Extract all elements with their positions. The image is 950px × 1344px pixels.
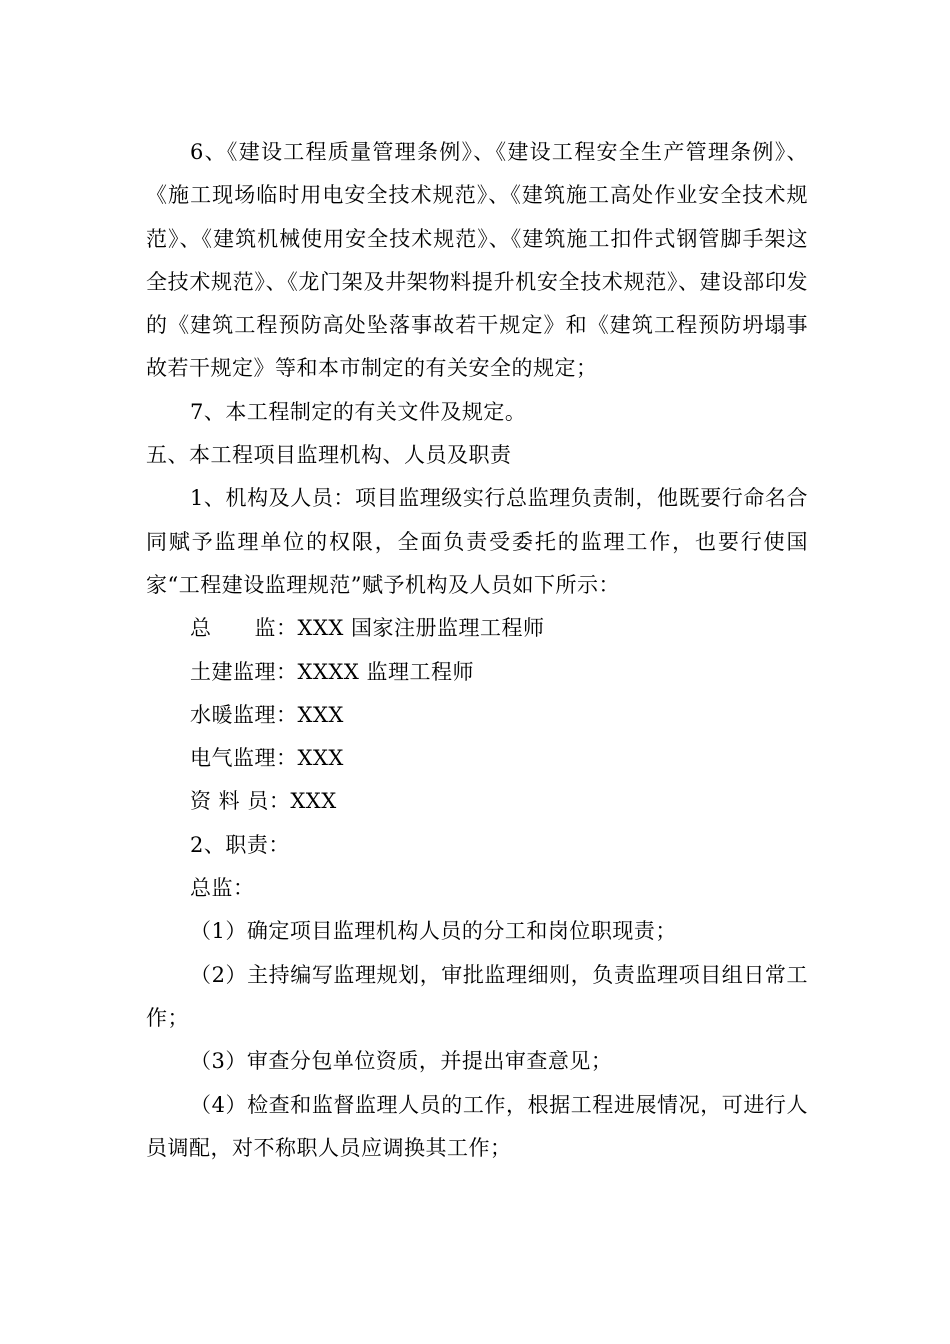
staff-person: XXX	[290, 789, 337, 814]
staff-person: XXXX 监理工程师	[297, 659, 474, 684]
staff-row-records	[146, 780, 808, 823]
duties-list	[146, 910, 808, 1170]
document-body	[146, 131, 808, 1170]
paragraph-project-documents: 7、本工程制定的有关文件及规定。	[190, 399, 527, 424]
duties-heading: 2、职责：	[190, 832, 290, 857]
staff-role: 土建监理：	[190, 659, 298, 684]
duty-item: （3）审查分包单位资质，并提出审查意见；	[190, 1049, 613, 1074]
paragraph-regulations: 6、《建设工程质量管理条例》、《建设工程安全生产管理条例》、《施工现场临时用电安全技术规范》、《建筑施工高处作业安全技术规范》、《建筑机械使用安全技术规范》、《建筑施工扣件式钢管脚手架这全技术规范》、《龙门架及井架物料提升机安全技术规范》、建设部印发的《建筑工程预防高处坠落事故若干规定》和《建筑工程预防坍塌事故若干规定》等和本市制定的有关安全的规定；	[146, 140, 808, 381]
staff-row-electrical	[146, 737, 808, 780]
staff-role: 资 料 员：	[190, 789, 291, 814]
duty-item: （4）检查和监督监理人员的工作，根据工程进展情况，可进行人员调配，对不称职人员应调换其工作；	[146, 1092, 808, 1160]
staff-role: 电气监理：	[190, 746, 298, 771]
staff-list	[146, 607, 808, 823]
duties-chief-label: 总监：	[190, 876, 255, 901]
staff-row-civil	[146, 651, 808, 694]
staff-role: 水暖监理：	[190, 702, 298, 727]
staff-person: XXX	[297, 746, 344, 771]
duty-item: （1）确定项目监理机构人员的分工和岗位职现责；	[190, 919, 677, 944]
staff-person: XXX 国家注册监理工程师	[297, 616, 545, 641]
paragraph-organization-intro: 1、机构及人员：项目监理级实行总监理负责制，他既要行命名合同赋予监理单位的权限，全面负责受委托的监理工作，也要行使国家“工程建设监理规范”赋予机构及人员如下所示：	[146, 486, 808, 597]
staff-role: 总 监：	[190, 616, 298, 641]
staff-person: XXX	[297, 702, 344, 727]
staff-row-chief	[146, 607, 808, 650]
staff-row-plumbing	[146, 694, 808, 737]
section-heading-organization: 五、本工程项目监理机构、人员及职责	[146, 443, 512, 468]
duty-item: （2）主持编写监理规划，审批监理细则，负责监理项目组日常工作；	[146, 962, 808, 1030]
